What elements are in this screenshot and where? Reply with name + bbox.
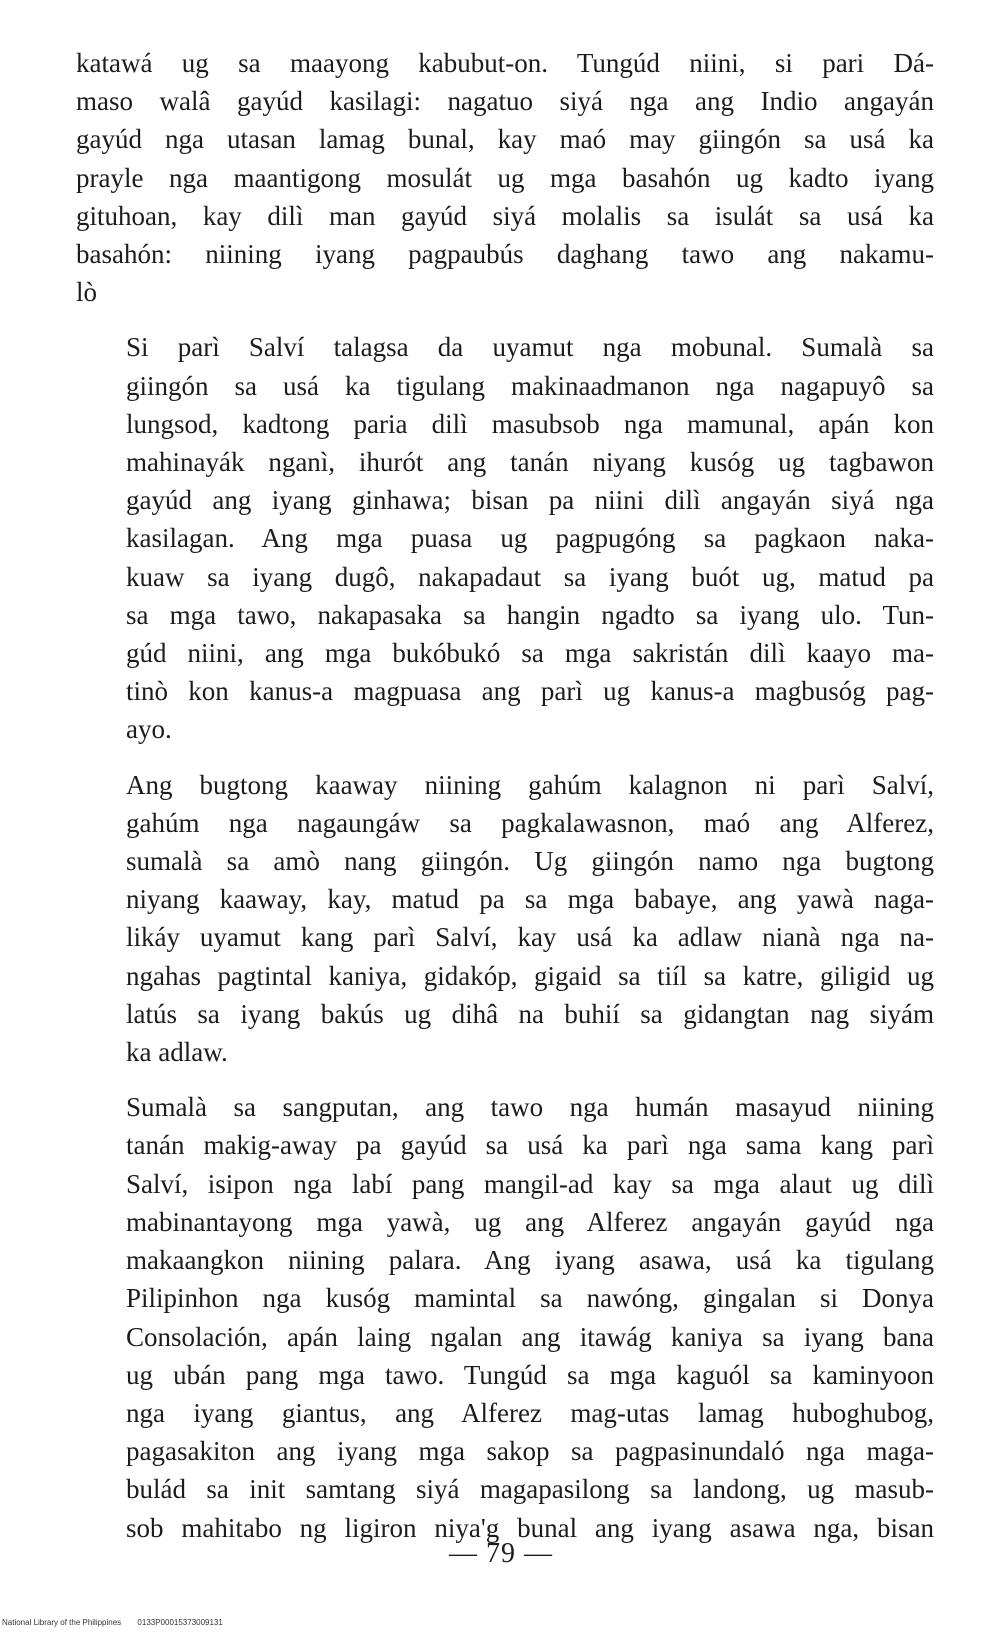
text-line: Pilipinhon nga kusóg mamintal sa nawóng, gingalan si Donya (126, 1283, 934, 1314)
text-line: mahinayák nganì, ihurót ang tanán niyang kusóg ug tagbawon (126, 447, 934, 478)
text-line: Consolación, apán laing ngalan ang itawág kaniya sa iyang bana (126, 1321, 934, 1352)
document-page (76, 44, 934, 1547)
paragraph-1 (76, 44, 934, 311)
text-line: kasilagan. Ang mga puasa ug pagpugóng sa pagkaon naka- (126, 523, 934, 554)
text-line: nga iyang giantus, ang Alferez mag-utas lamag huboghubog, (126, 1397, 934, 1428)
text-line: prayle nga maantigong mosulát ug mga basahón ug kadto iyang (76, 162, 934, 193)
text-line: Salví, isipon nga labí pang mangil-ad kay sa mga alaut ug dilì (126, 1168, 934, 1199)
text-line: giingón sa usá ka tigulang makinaadmanon nga nagapuyô sa (126, 370, 934, 401)
text-line: tanán makig-away pa gayúd sa usá ka parì nga sama kang parì (126, 1130, 934, 1161)
text-line: gayúd nga utasan lamag bunal, kay maó may giingón sa usá ka (76, 124, 934, 155)
text-line: pagasakiton ang iyang mga sakop sa pagpasinundaló nga maga- (126, 1436, 934, 1467)
text-line: basahón: niining iyang pagpaubús daghang tawo ang nakamu- (76, 239, 934, 270)
paragraph-2 (76, 328, 934, 748)
text-line: lungsod, kadtong paria dilì masubsob nga mamunal, apán kon (126, 408, 934, 439)
text-line: bulád sa init samtang siyá magapasilong sa landong, ug masub- (126, 1474, 934, 1505)
text-line: gayúd ang iyang ginhawa; bisan pa niini dilì angayán siyá nga (126, 485, 934, 516)
text-line: ngahas pagtintal kaniya, gidakóp, gigaid sa tiíl sa katre, giligid ug (126, 960, 934, 991)
text-line: sumalà sa amò nang giingón. Ug giingón namo nga bugtong (126, 846, 934, 877)
text-line: Si parì Salví talagsa da uyamut nga mobunal. Sumalà sa (126, 332, 934, 363)
paragraph-3 (76, 766, 934, 1072)
text-line: sa mga tawo, nakapasaka sa hangin ngadto sa iyang ulo. Tun- (126, 599, 934, 630)
text-line: sob mahitabo ng ligiron niya'g bunal ang iyang asawa nga, bisan (126, 1512, 934, 1543)
text-line: katawá ug sa maayong kabubut-on. Tungúd niini, si pari Dá- (76, 48, 934, 78)
text-line: lò (76, 277, 98, 308)
text-line: kuaw sa iyang dugô, nakapadaut sa iyang buót ug, matud pa (126, 561, 934, 592)
paragraph-4 (76, 1088, 934, 1546)
scan-footer (2, 1618, 223, 1627)
text-line: makaangkon niining palara. Ang iyang asawa, usá ka tigulang (126, 1245, 934, 1276)
text-line: ug ubán pang mga tawo. Tungúd sa mga kaguól sa kaminyoon (126, 1359, 934, 1390)
text-line: Ang bugtong kaaway niining gahúm kalagnon ni parì Salví, (126, 769, 934, 800)
text-line: tinò kon kanus-a magpuasa ang parì ug kanus-a magbusóg pag- (126, 676, 934, 707)
footer-scan-id: 0133P00015373009131 (137, 1618, 223, 1627)
text-line: gahúm nga nagaungáw sa pagkalawasnon, maó ang Alferez, (126, 807, 934, 838)
text-line: ayo. (126, 714, 172, 745)
text-line: gituhoan, kay dilì man gayúd siyá molalis sa isulát sa usá ka (76, 200, 934, 231)
text-line: mabinantayong mga yawà, ug ang Alferez angayán gayúd nga (126, 1206, 934, 1237)
text-line: latús sa iyang bakús ug dihâ na buhií sa gidangtan nag siyám (126, 998, 934, 1029)
text-line: likáy uyamut kang parì Salví, kay usá ka adlaw nianà nga na- (126, 922, 934, 953)
footer-library-name: National Library of the Philippines (2, 1618, 122, 1627)
page-number: — 79 — (449, 1538, 553, 1569)
text-line: gúd niini, ang mga bukóbukó sa mga sakristán dilì kaayo ma- (126, 638, 934, 669)
text-line: niyang kaaway, kay, matud pa sa mga babaye, ang yawà naga- (126, 884, 934, 915)
text-line: maso walâ gayúd kasilagi: nagatuo siyá nga ang Indio angayán (76, 86, 934, 117)
text-line: Sumalà sa sangputan, ang tawo nga humán masayud niining (126, 1092, 934, 1123)
text-line: ka adlaw. (126, 1037, 228, 1068)
